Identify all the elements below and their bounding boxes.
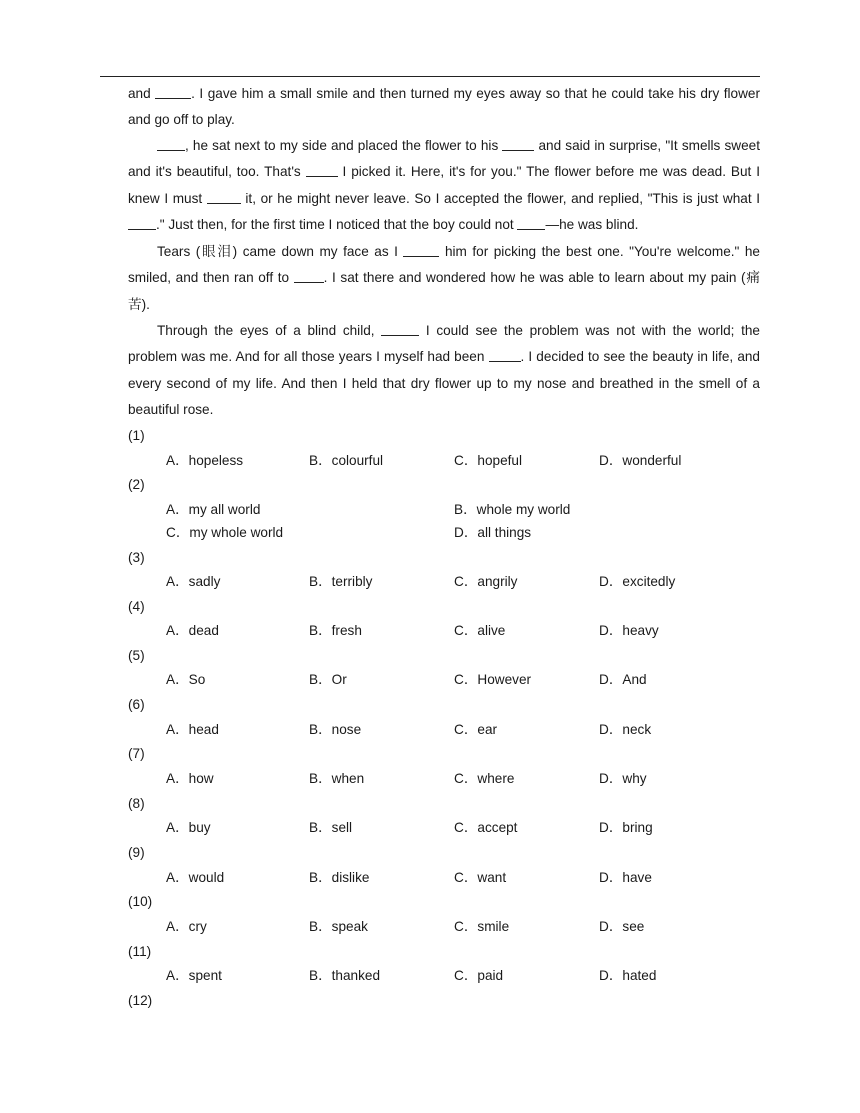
passage-paragraph-3: Tears (眼泪) came down my face as I him for picking the best one. "You're welcome." he smiled, and then ran off to . I sat there and wondered how he was able to learn about my pain (痛苦). (128, 244, 760, 312)
option-a[interactable]: A．would (166, 870, 225, 885)
option-b[interactable]: B．when (309, 771, 365, 786)
option-b[interactable]: B．Or (309, 672, 347, 687)
question-number: (5) (128, 648, 145, 663)
blank-line (306, 162, 338, 177)
option-b[interactable]: B．fresh (309, 623, 362, 638)
option-c[interactable]: C．where (454, 771, 515, 786)
blank-line (128, 215, 156, 230)
option-b[interactable]: B．sell (309, 820, 353, 835)
option-a[interactable]: A．head (166, 722, 219, 737)
option-d[interactable]: D．have (599, 870, 652, 885)
option-c[interactable]: C．However (454, 672, 532, 687)
option-b[interactable]: B．dislike (309, 870, 370, 885)
blank-line (403, 242, 439, 257)
option-d[interactable]: D．wonderful (599, 453, 682, 468)
option-d[interactable]: D．And (599, 672, 647, 687)
option-c[interactable]: C．accept (454, 820, 518, 835)
option-c[interactable]: C．ear (454, 722, 498, 737)
option-b[interactable]: B．thanked (309, 968, 381, 983)
blank-line (155, 84, 191, 99)
question-number: (7) (128, 746, 145, 761)
option-d[interactable]: D．all things (454, 525, 532, 540)
question-number: (2) (128, 477, 145, 492)
blank-line (381, 321, 419, 336)
option-d[interactable]: D．excitedly (599, 574, 676, 589)
option-d[interactable]: D．bring (599, 820, 653, 835)
option-d[interactable]: D．hated (599, 968, 657, 983)
question-number: (1) (128, 428, 145, 443)
option-c[interactable]: C．want (454, 870, 507, 885)
option-b[interactable]: B．terribly (309, 574, 373, 589)
blank-line (489, 347, 521, 362)
passage-paragraph-2: , he sat next to my side and placed the flower to his and said in surprise, "It smells sweet and it's beautiful, too. That's I picked it. Here, it's for you." The flower before me was dead. But I knew I must it, or he might never leave. So I accepted the flower, and replied, "This is just what I ." Just then, for the first time I noticed that the boy could not —he was blind. (128, 138, 760, 232)
passage-paragraph-1: and . I gave him a small smile and then turned my eyes away so that he could take his dry flower and go off to play. (128, 86, 760, 128)
blank-line (207, 189, 241, 204)
option-c[interactable]: C．alive (454, 623, 506, 638)
option-b[interactable]: B．colourful (309, 453, 384, 468)
option-d[interactable]: D．neck (599, 722, 652, 737)
option-a[interactable]: A．So (166, 672, 206, 687)
option-a[interactable]: A．hopeless (166, 453, 244, 468)
blank-line (294, 268, 324, 283)
blank-line (157, 136, 185, 151)
option-a[interactable]: A．dead (166, 623, 219, 638)
question-number: (10) (128, 894, 153, 909)
option-a[interactable]: A．buy (166, 820, 211, 835)
option-b[interactable]: B．speak (309, 919, 368, 934)
blank-line (517, 215, 545, 230)
option-c[interactable]: C．angrily (454, 574, 518, 589)
option-c[interactable]: C．smile (454, 919, 510, 934)
question-number: (4) (128, 599, 145, 614)
question-number: (9) (128, 845, 145, 860)
option-a[interactable]: A．how (166, 771, 214, 786)
question-number: (11) (128, 944, 152, 959)
question-number: (6) (128, 697, 145, 712)
option-a[interactable]: A．my all world (166, 502, 261, 517)
option-b[interactable]: B．nose (309, 722, 362, 737)
question-number: (8) (128, 796, 145, 811)
question-number: (3) (128, 550, 145, 565)
option-c[interactable]: C．paid (454, 968, 504, 983)
option-d[interactable]: D．see (599, 919, 645, 934)
option-c[interactable]: C．hopeful (454, 453, 523, 468)
option-d[interactable]: D．heavy (599, 623, 659, 638)
option-a[interactable]: A．cry (166, 919, 207, 934)
option-a[interactable]: A．sadly (166, 574, 221, 589)
option-c[interactable]: C．my whole world (166, 525, 284, 540)
question-number: (12) (128, 993, 153, 1008)
option-b[interactable]: B．whole my world (454, 502, 571, 517)
option-d[interactable]: D．why (599, 771, 647, 786)
option-a[interactable]: A．spent (166, 968, 222, 983)
header-rule (100, 76, 760, 77)
passage-paragraph-4: Through the eyes of a blind child, I could see the problem was not with the world; the problem was me. And for all those years I myself had been . I decided to see the beauty in life, and every second of my life. And then I held that dry flower up to my nose and breathed in the smell of a beautiful rose. (128, 323, 760, 417)
blank-line (502, 136, 534, 151)
